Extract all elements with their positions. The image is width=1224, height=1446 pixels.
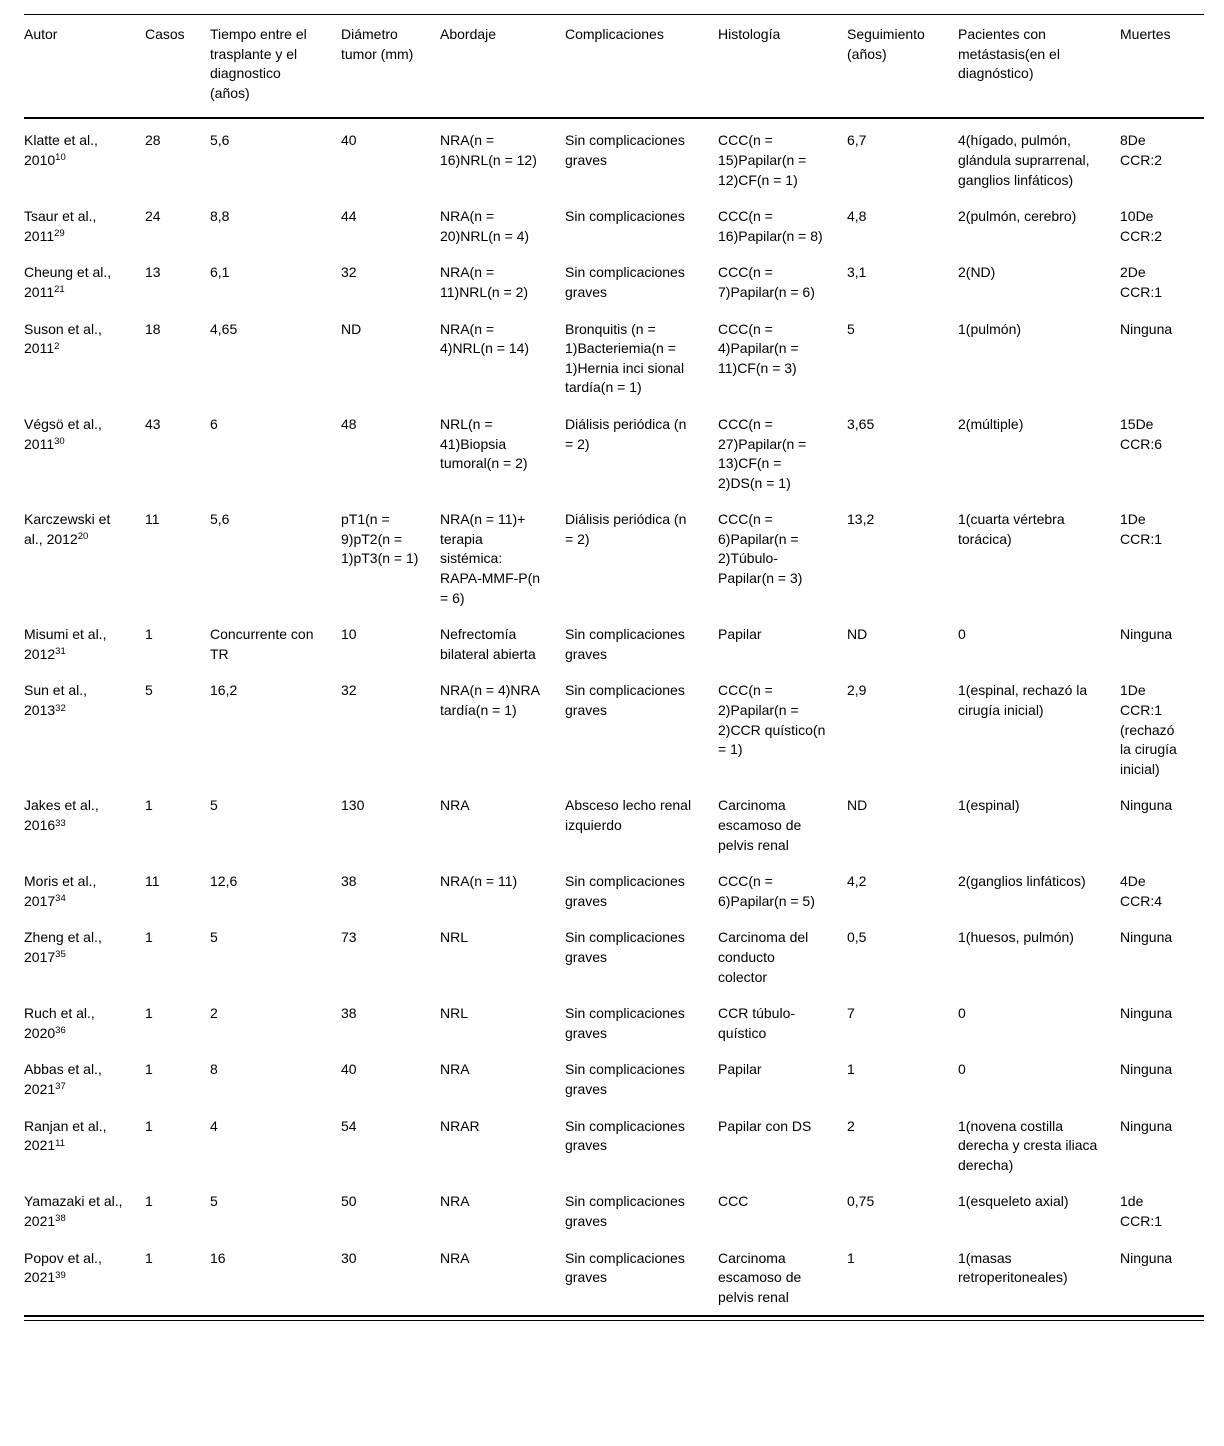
cell-diametro: 50: [341, 1193, 357, 1210]
cell-muertes: 4De CCR:4: [1120, 873, 1163, 909]
cell-metastasis: 0: [958, 1061, 966, 1078]
cell-metastasis: 2(múltiple): [958, 415, 1024, 432]
cell-tiempo: 8,8: [210, 208, 230, 225]
cell-muertes: Ninguna: [1120, 929, 1173, 946]
cell-diametro: ND: [341, 320, 362, 337]
cell-casos: 13: [145, 264, 161, 281]
cell-casos: 43: [145, 415, 161, 432]
table-bottom-rule: [24, 1320, 1204, 1321]
cell-casos: 1: [145, 1061, 153, 1078]
cell-complicaciones: Sin complicaciones graves: [565, 1005, 685, 1041]
col-header-abordaje: Abordaje: [440, 15, 565, 119]
cell-histologia: Carcinoma del conducto colector: [718, 929, 809, 985]
cell-metastasis: 4(hígado, pulmón, glándula suprarrenal, ganglios linfáticos): [958, 132, 1090, 188]
cell-muertes: 1De CCR:1: [1120, 511, 1163, 547]
author-text: Ruch et al., 2020: [24, 1005, 95, 1041]
reference-superscript: 29: [54, 228, 65, 240]
cell-metastasis: 2(pulmón, cerebro): [958, 208, 1077, 225]
cell-abordaje: NRL: [440, 1005, 469, 1022]
cell-seguimiento: 0,5: [847, 929, 867, 946]
table-row: [24, 510, 1204, 625]
reference-superscript: 32: [55, 702, 66, 714]
cell-casos: 1: [145, 1249, 153, 1266]
cell-seguimiento: 2,9: [847, 682, 867, 699]
cell-tiempo: 5: [210, 797, 218, 814]
cell-histologia: CCR túbulo-quístico: [718, 1005, 796, 1041]
cell-histologia: CCC(n = 6)Papilar(n = 2)Túbulo-Papilar(n = 3): [718, 511, 803, 587]
cell-abordaje: NRA: [440, 1249, 470, 1266]
author-text: Jakes et al., 2016: [24, 797, 99, 833]
cell-muertes: 1de CCR:1: [1120, 1193, 1163, 1229]
table-row: [24, 415, 1204, 510]
cell-complicaciones: Sin complicaciones graves: [565, 1061, 685, 1097]
cell-muertes: Ninguna: [1120, 626, 1173, 643]
cell-seguimiento: 3,65: [847, 415, 875, 432]
cell-histologia: Papilar: [718, 1061, 762, 1078]
cell-abordaje: NRA(n = 20)NRL(n = 4): [440, 208, 530, 244]
cell-autor: [24, 1192, 145, 1248]
cell-casos: 24: [145, 208, 161, 225]
col-header-autor: Autor: [24, 15, 145, 119]
cell-autor: [24, 1060, 145, 1116]
cell-metastasis: 1(pulmón): [958, 320, 1022, 337]
cell-abordaje: NRA: [440, 1061, 470, 1078]
author-text: Ranjan et al., 2021: [24, 1117, 107, 1154]
cell-muertes: Ninguna: [1120, 797, 1173, 814]
reference-superscript: 35: [55, 949, 66, 961]
author-text: Popov et al., 2021: [24, 1249, 102, 1286]
author-text: Klatte et al., 2010: [24, 132, 98, 168]
cell-complicaciones: Sin complicaciones graves: [565, 1193, 685, 1229]
cell-tiempo: 5,6: [210, 511, 230, 528]
cell-metastasis: 2(ND): [958, 264, 996, 281]
cell-tiempo: 6: [210, 415, 218, 432]
cell-autor: [24, 118, 145, 207]
cell-tiempo: 8: [210, 1061, 218, 1078]
table-row: [24, 320, 1204, 415]
reference-superscript: 31: [55, 646, 66, 658]
cell-autor: [24, 928, 145, 1004]
cell-muertes: 1De CCR:1 (rechazó la cirugía inicial): [1120, 682, 1177, 777]
cell-metastasis: 1(espinal, rechazó la cirugía inicial): [958, 682, 1088, 719]
cell-autor: [24, 263, 145, 319]
cell-casos: 1: [145, 1005, 153, 1022]
cell-complicaciones: Absceso lecho renal izquierdo: [565, 797, 692, 833]
cell-diametro: 40: [341, 1061, 357, 1078]
cell-muertes: 10De CCR:2: [1120, 208, 1163, 244]
reference-superscript: 39: [55, 1269, 66, 1281]
cell-autor: [24, 415, 145, 510]
table-row: [24, 1192, 1204, 1248]
cell-complicaciones: Diálisis periódica (n = 2): [565, 511, 687, 547]
cell-histologia: CCC(n = 6)Papilar(n = 5): [718, 873, 815, 909]
cell-muertes: 15De CCR:6: [1120, 415, 1163, 452]
cell-seguimiento: 4,2: [847, 873, 867, 890]
cell-histologia: Carcinoma escamoso de pelvis renal: [718, 1249, 802, 1305]
table-row: [24, 207, 1204, 263]
reference-superscript: 36: [55, 1025, 66, 1037]
cell-histologia: CCC(n = 15)Papilar(n = 12)CF(n = 1): [718, 132, 807, 188]
cell-tiempo: 5,6: [210, 132, 230, 149]
col-header-seguimiento: Seguimiento (años): [847, 15, 958, 119]
cell-metastasis: 0: [958, 626, 966, 643]
cell-casos: 11: [145, 511, 160, 528]
cell-autor: [24, 1249, 145, 1317]
cell-histologia: CCC(n = 16)Papilar(n = 8): [718, 208, 823, 244]
cell-casos: 1: [145, 1193, 153, 1210]
cell-seguimiento: 5: [847, 320, 855, 337]
cell-autor: [24, 625, 145, 681]
cell-seguimiento: 4,8: [847, 208, 867, 225]
cell-muertes: Ninguna: [1120, 320, 1173, 337]
cell-autor: [24, 796, 145, 872]
cell-abordaje: NRL(n = 41)Biopsia tumoral(n = 2): [440, 415, 528, 472]
cell-abordaje: NRA(n = 4)NRL(n = 14): [440, 320, 530, 357]
cell-seguimiento: 3,1: [847, 264, 867, 281]
cell-abordaje: NRA(n = 11)+ terapia sistémica: RAPA-MMF-P(n = 6): [440, 511, 541, 606]
cell-metastasis: 2(ganglios linfáticos): [958, 873, 1086, 890]
cell-tiempo: 16,2: [210, 682, 238, 699]
cell-muertes: Ninguna: [1120, 1061, 1173, 1078]
reference-superscript: 2: [54, 340, 60, 352]
author-text: Yamazaki et al., 2021: [24, 1193, 123, 1229]
cell-seguimiento: 1: [847, 1249, 855, 1266]
col-header-casos: Casos: [145, 15, 210, 119]
cell-muertes: Ninguna: [1120, 1117, 1173, 1134]
cell-casos: 1: [145, 1117, 153, 1134]
cell-tiempo: Concurrente con TR: [210, 626, 314, 662]
cell-histologia: CCC(n = 2)Papilar(n = 2)CCR quístico(n = 1): [718, 682, 826, 758]
cell-seguimiento: 0,75: [847, 1193, 875, 1210]
cell-casos: 11: [145, 873, 160, 890]
table-row: [24, 928, 1204, 1004]
cell-casos: 1: [145, 929, 153, 946]
cell-casos: 1: [145, 797, 153, 814]
reference-superscript: 34: [55, 893, 66, 905]
cell-casos: 28: [145, 132, 161, 149]
col-header-tiempo: Tiempo entre el trasplante y el diagnostico (años): [210, 15, 341, 119]
cell-metastasis: 0: [958, 1005, 966, 1022]
cell-seguimiento: 6,7: [847, 132, 867, 149]
cell-abordaje: NRA(n = 11): [440, 873, 518, 890]
cell-complicaciones: Sin complicaciones graves: [565, 682, 685, 719]
author-text: Tsaur et al., 2011: [24, 208, 97, 244]
cell-diametro: 54: [341, 1117, 357, 1134]
cell-histologia: Carcinoma escamoso de pelvis renal: [718, 797, 802, 853]
cell-histologia: CCC(n = 27)Papilar(n = 13)CF(n = 2)DS(n = 1): [718, 415, 807, 491]
author-text: Abbas et al., 2021: [24, 1061, 102, 1097]
reference-superscript: 10: [55, 152, 66, 164]
cell-seguimiento: 1: [847, 1061, 855, 1078]
cell-autor: [24, 872, 145, 928]
cell-diametro: 44: [341, 208, 357, 225]
table-row: [24, 118, 1204, 207]
cell-metastasis: 1(novena costilla derecha y cresta iliaca derecha): [958, 1117, 1098, 1173]
cell-muertes: 8De CCR:2: [1120, 132, 1163, 168]
author-text: Sun et al., 2013: [24, 682, 88, 719]
table-row: [24, 681, 1204, 796]
cell-seguimiento: ND: [847, 626, 868, 643]
cell-muertes: 2De CCR:1: [1120, 264, 1163, 300]
study-comparison-table: [24, 14, 1204, 1317]
cell-histologia: CCC(n = 7)Papilar(n = 6): [718, 264, 815, 300]
cell-complicaciones: Sin complicaciones graves: [565, 132, 685, 168]
table-row: [24, 1060, 1204, 1116]
author-text: Suson et al., 2011: [24, 320, 102, 357]
cell-autor: [24, 1117, 145, 1193]
cell-complicaciones: Sin complicaciones graves: [565, 873, 685, 909]
cell-metastasis: 1(masas retroperitoneales): [958, 1249, 1068, 1286]
cell-histologia: CCC: [718, 1193, 749, 1210]
cell-diametro: 30: [341, 1249, 357, 1266]
table-body: [24, 118, 1204, 1316]
cell-diametro: 32: [341, 264, 357, 281]
cell-tiempo: 5: [210, 929, 218, 946]
reference-superscript: 30: [54, 436, 65, 447]
reference-superscript: 33: [55, 817, 66, 829]
table-row: [24, 872, 1204, 928]
cell-diametro: 38: [341, 873, 357, 890]
cell-complicaciones: Sin complicaciones graves: [565, 1249, 685, 1286]
cell-metastasis: 1(huesos, pulmón): [958, 929, 1074, 946]
author-text: Cheung et al., 2011: [24, 264, 112, 300]
cell-complicaciones: Sin complicaciones graves: [565, 264, 685, 300]
col-header-metastasis: Pacientes con metástasis(en el diagnóstico): [958, 15, 1120, 119]
cell-tiempo: 5: [210, 1193, 218, 1210]
cell-abordaje: NRL: [440, 929, 469, 946]
reference-superscript: 20: [77, 531, 89, 543]
cell-autor: [24, 207, 145, 263]
col-header-diametro: Diámetro tumor (mm): [341, 15, 440, 119]
reference-superscript: 11: [55, 1137, 66, 1149]
cell-tiempo: 12,6: [210, 873, 238, 890]
cell-casos: 18: [145, 320, 161, 337]
cell-histologia: Papilar: [718, 626, 762, 643]
table-row: [24, 1117, 1204, 1193]
cell-abordaje: NRA: [440, 1193, 470, 1210]
reference-superscript: 37: [55, 1081, 66, 1093]
col-header-histologia: Histología: [718, 15, 847, 119]
cell-complicaciones: Sin complicaciones graves: [565, 1117, 685, 1154]
author-text: Karczewski et al., 2012: [24, 511, 111, 547]
cell-metastasis: 1(cuarta vértebra torácica): [958, 511, 1065, 547]
col-header-complicaciones: Complicaciones: [565, 15, 718, 119]
cell-diametro: 38: [341, 1005, 357, 1022]
table-row: [24, 796, 1204, 872]
table-header-row: [24, 15, 1204, 119]
cell-diametro: 48: [341, 415, 357, 432]
cell-seguimiento: ND: [847, 797, 868, 814]
table-row: [24, 625, 1204, 681]
cell-autor: [24, 681, 145, 796]
cell-tiempo: 16: [210, 1249, 226, 1266]
col-header-muertes: Muertes: [1120, 15, 1204, 119]
author-text: Zheng et al., 2017: [24, 929, 102, 965]
cell-histologia: CCC(n = 4)Papilar(n = 11)CF(n = 3): [718, 320, 799, 376]
cell-metastasis: 1(esqueleto axial): [958, 1193, 1069, 1210]
cell-diametro: pT1(n = 9)pT2(n = 1)pT3(n = 1): [341, 511, 419, 567]
cell-casos: 5: [145, 682, 153, 699]
cell-abordaje: NRAR: [440, 1117, 480, 1134]
cell-seguimiento: 2: [847, 1117, 855, 1134]
cell-complicaciones: Sin complicaciones graves: [565, 626, 685, 662]
reference-superscript: 21: [54, 284, 65, 296]
cell-diametro: 32: [341, 682, 357, 699]
cell-abordaje: Nefrectomía bilateral abierta: [440, 626, 536, 662]
author-text: Moris et al., 2017: [24, 873, 97, 909]
cell-tiempo: 4,65: [210, 320, 238, 337]
cell-tiempo: 2: [210, 1005, 218, 1022]
cell-diametro: 10: [341, 626, 357, 643]
cell-autor: [24, 1004, 145, 1060]
cell-complicaciones: Sin complicaciones: [565, 208, 685, 225]
cell-abordaje: NRA: [440, 797, 470, 814]
cell-complicaciones: Diálisis periódica (n = 2): [565, 415, 687, 452]
cell-abordaje: NRA(n = 16)NRL(n = 12): [440, 132, 537, 168]
cell-casos: 1: [145, 626, 153, 643]
cell-seguimiento: 7: [847, 1005, 855, 1022]
table-row: [24, 1004, 1204, 1060]
cell-complicaciones: Bronquitis (n = 1)Bacteriemia(n = 1)Hernia inci sional tardía(n = 1): [565, 320, 685, 396]
cell-diametro: 130: [341, 797, 365, 814]
cell-metastasis: 1(espinal): [958, 797, 1020, 814]
cell-abordaje: NRA(n = 4)NRA tardía(n = 1): [440, 682, 540, 719]
author-text: Misumi et al., 2012: [24, 626, 107, 662]
cell-histologia: Papilar con DS: [718, 1117, 812, 1134]
cell-seguimiento: 13,2: [847, 511, 875, 528]
cell-tiempo: 6,1: [210, 264, 230, 281]
cell-complicaciones: Sin complicaciones graves: [565, 929, 685, 965]
cell-autor: [24, 510, 145, 625]
author-text: Végsö et al., 2011: [24, 415, 102, 452]
cell-muertes: Ninguna: [1120, 1249, 1173, 1266]
cell-diametro: 40: [341, 132, 357, 149]
cell-tiempo: 4: [210, 1117, 218, 1134]
table-row: [24, 263, 1204, 319]
cell-abordaje: NRA(n = 11)NRL(n = 2): [440, 264, 529, 300]
cell-autor: [24, 320, 145, 415]
cell-diametro: 73: [341, 929, 357, 946]
cell-muertes: Ninguna: [1120, 1005, 1173, 1022]
reference-superscript: 38: [55, 1213, 66, 1225]
table-row: [24, 1249, 1204, 1317]
